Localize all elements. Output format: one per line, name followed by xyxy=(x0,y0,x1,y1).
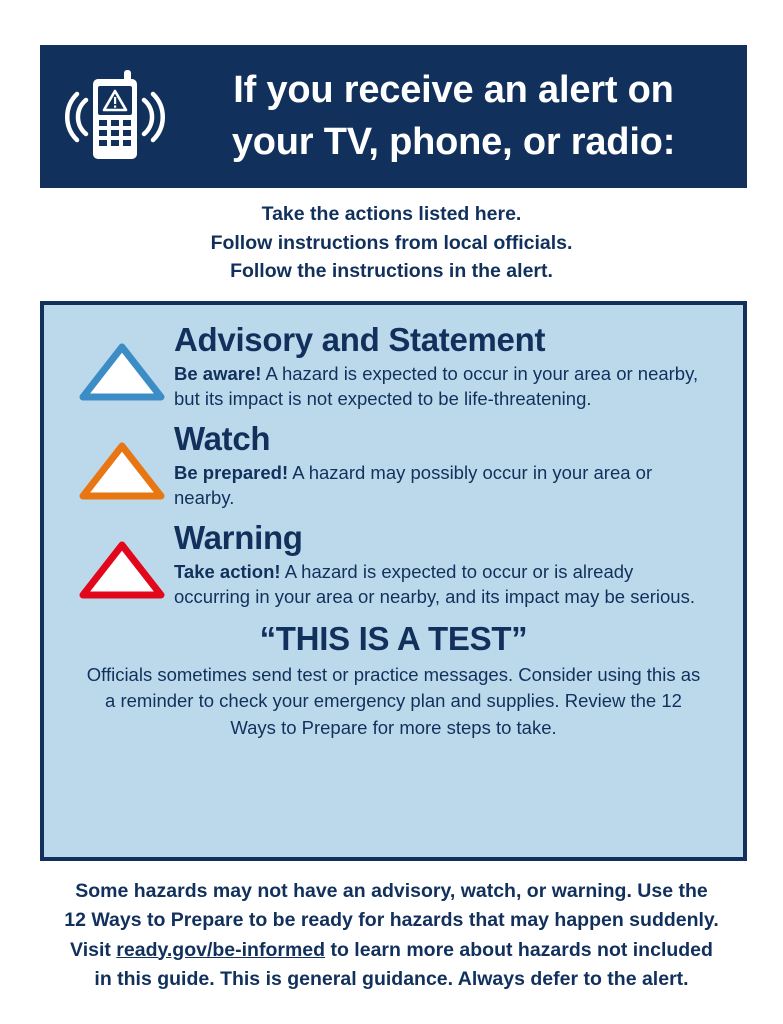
test-message-body: Officials sometimes send test or practice messages. Consider using this as a reminder to check your emergency plan and supplies. Review the 12 Ways to Prepare for more steps to take. xyxy=(86,664,701,738)
header-title-line2: your TV, phone, or radio: xyxy=(231,120,676,163)
header-title-line1: If you receive an alert on xyxy=(233,69,674,112)
test-message-title: “THIS IS A TEST” xyxy=(259,620,528,657)
footer-line-1: Some hazards may not have an advisory, watch, or warning. Use the xyxy=(75,880,708,902)
header-banner xyxy=(40,45,747,188)
intro-line-2: Follow instructions from local officials. xyxy=(210,231,573,254)
footer-line-3-rest: to learn more about hazards not included xyxy=(325,938,713,961)
footer-note xyxy=(30,877,753,994)
alert-item-warning xyxy=(70,521,717,610)
triangle-warning-icon xyxy=(70,521,174,601)
alert-item-advisory xyxy=(70,323,717,412)
footer-line-2: 12 Ways to Prepare to be ready for hazards that may happen suddenly. xyxy=(64,909,719,932)
alert-item-watch xyxy=(70,422,717,511)
phone-alert-icon xyxy=(40,62,190,172)
ready-gov-link[interactable]: ready.gov/be-informed xyxy=(116,938,326,961)
alert-body-warning xyxy=(174,559,713,610)
intro-line-1: Take the actions listed here. xyxy=(261,203,522,225)
alert-lead-advisory: Be aware! xyxy=(174,362,262,384)
alert-desc-warning: A hazard is expected to occur or is already occurring in your area or nearby, and its impact may be serious. xyxy=(174,560,695,608)
alert-desc-watch: A hazard may possibly occur in your area or nearby. xyxy=(174,461,653,509)
footer-visit-text: Visit xyxy=(70,938,117,961)
footer-line-4: in this guide. This is general guidance. Always defer to the alert. xyxy=(94,967,689,990)
alert-lead-warning: Take action! xyxy=(174,560,281,582)
alert-title-advisory: Advisory and Statement xyxy=(174,321,546,358)
triangle-watch-icon xyxy=(70,422,174,502)
test-message-block xyxy=(70,620,717,741)
alert-title-watch: Watch xyxy=(174,420,271,457)
triangle-advisory-icon xyxy=(70,323,174,403)
footer-line-3 xyxy=(30,936,753,965)
alert-body-advisory xyxy=(174,361,713,412)
intro-instructions xyxy=(0,200,783,286)
alert-levels-panel xyxy=(40,301,747,861)
alert-body-watch xyxy=(174,460,713,511)
intro-line-3: Follow the instructions in the alert. xyxy=(230,260,553,283)
alert-title-warning: Warning xyxy=(174,519,303,556)
alert-lead-watch: Be prepared! xyxy=(174,461,289,483)
alert-desc-advisory: A hazard is expected to occur in your area or nearby, but its impact is not expected to be life-threatening. xyxy=(174,362,699,410)
header-title xyxy=(190,65,747,168)
